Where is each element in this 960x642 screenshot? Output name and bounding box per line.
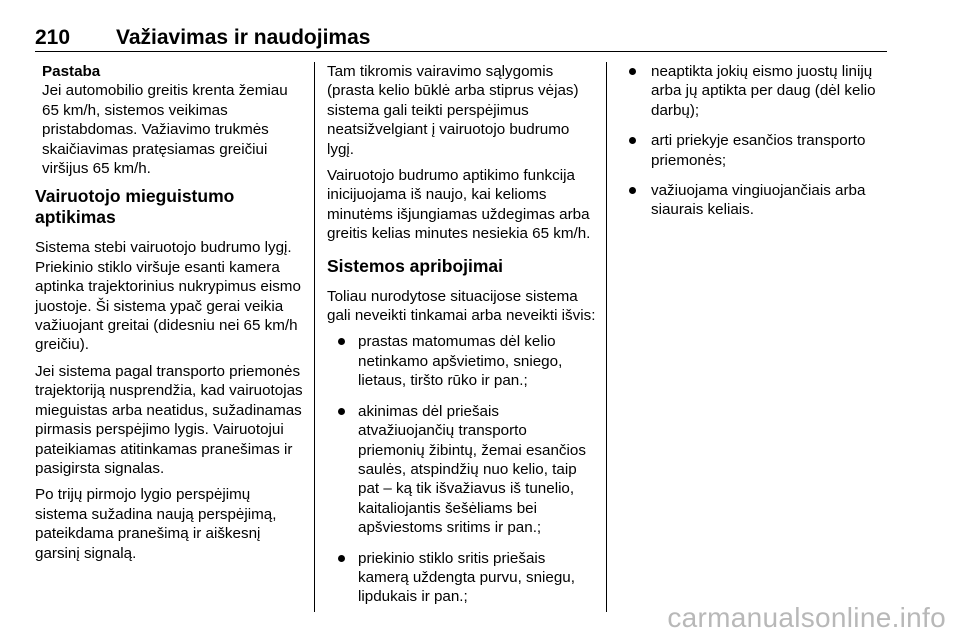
list-item: važiuojama vingiuojančiais arba siaurais keliais. [620, 181, 890, 220]
column-2 [327, 62, 597, 618]
note-title: Pastaba [42, 63, 101, 80]
paragraph: Tam tikromis vairavimo sąlygomis (prasta kelio būklė arba stiprus vėjas) sistema gali teikti perspėjimus neatsižvelgiant į vairuotojo budrumo lygį. [327, 63, 579, 158]
paragraph: Toliau nurodytose situacijose sistema gali neveikti tinkamai arba neveikti išvis: [327, 287, 596, 325]
page-title: Važiavimas ir naudojimas [116, 26, 371, 49]
list-item: arti priekyje esančios transporto priemonės; [620, 131, 890, 170]
list-item: neaptikta jokių eismo juostų linijų arba jų aptikta per daug (dėl kelio darbų); [620, 62, 890, 120]
header-rule [35, 51, 887, 52]
section-heading-limitations: Sistemos apribojimai [327, 255, 504, 276]
column-divider [314, 62, 315, 612]
paragraph: Jei sistema pagal transporto priemonės trajektoriją nusprendžia, kad vairuotojas mieguistas arba neatidus, sužadinamas pirmasis perspėjimo lygis. Vairuotojui pateikiamas atitinkamas pranešimas ir pasigirsta signalas. [35, 362, 303, 477]
section-heading-drowsiness: Vairuotojo mieguistumo aptikimas [35, 186, 235, 228]
list-item: prastas matomumas dėl kelio netinkamo apšvietimo, sniego, lietaus, tiršto rūko ir pan.; [327, 332, 597, 390]
watermark-link[interactable]: carmanualsonline.info [667, 602, 946, 633]
paragraph: Vairuotojo budrumo aptikimo funkcija inicijuojama iš naujo, kai kelioms minutėms išjungiamas uždegimas arba greitis kelias minutes nesiekia 65 km/h. [327, 167, 591, 243]
paragraph: Po trijų pirmojo lygio perspėjimų sistema sužadina naują perspėjimą, pateikdama pranešimą ir aiškesnį garsinį signalą. [35, 486, 277, 562]
column-divider [606, 62, 607, 612]
note-text: Jei automobilio greitis krenta žemiau 65 km/h, sistemos veikimas pristabdomas. Važiavimo trukmės skaičiavimas pratęsiamas greičiui viršijus 65 km/h. [42, 82, 288, 178]
bullet-list [620, 62, 890, 220]
page-number: 210 [35, 26, 71, 49]
column-3 [620, 62, 890, 231]
paragraph: Sistema stebi vairuotojo budrumo lygį. Priekinio stiklo viršuje esanti kamera aptinka trajektorinius nukrypimus eismo juostoje. Ši sistema ypač gerai veikia važiuojant greitai (didesniu nei 65 km/h greičiu). [35, 239, 301, 354]
note-box [35, 62, 303, 178]
page-header [35, 27, 887, 53]
list-item: akinimas dėl priešais atvažiuojančių transporto priemonių žibintų, žemai esančios saulės, atspindžių nuo kelio, taip pat – ką tik išvažiavus iš tunelio, kaitaliojantis šešėliams bei apšviestoms sritims ir pan.; [327, 402, 597, 538]
column-1 [35, 62, 303, 570]
list-item: priekinio stiklo sritis priešais kamerą uždengta purvu, sniegu, lipdukais ir pan.; [327, 549, 597, 607]
bullet-list [327, 332, 597, 606]
